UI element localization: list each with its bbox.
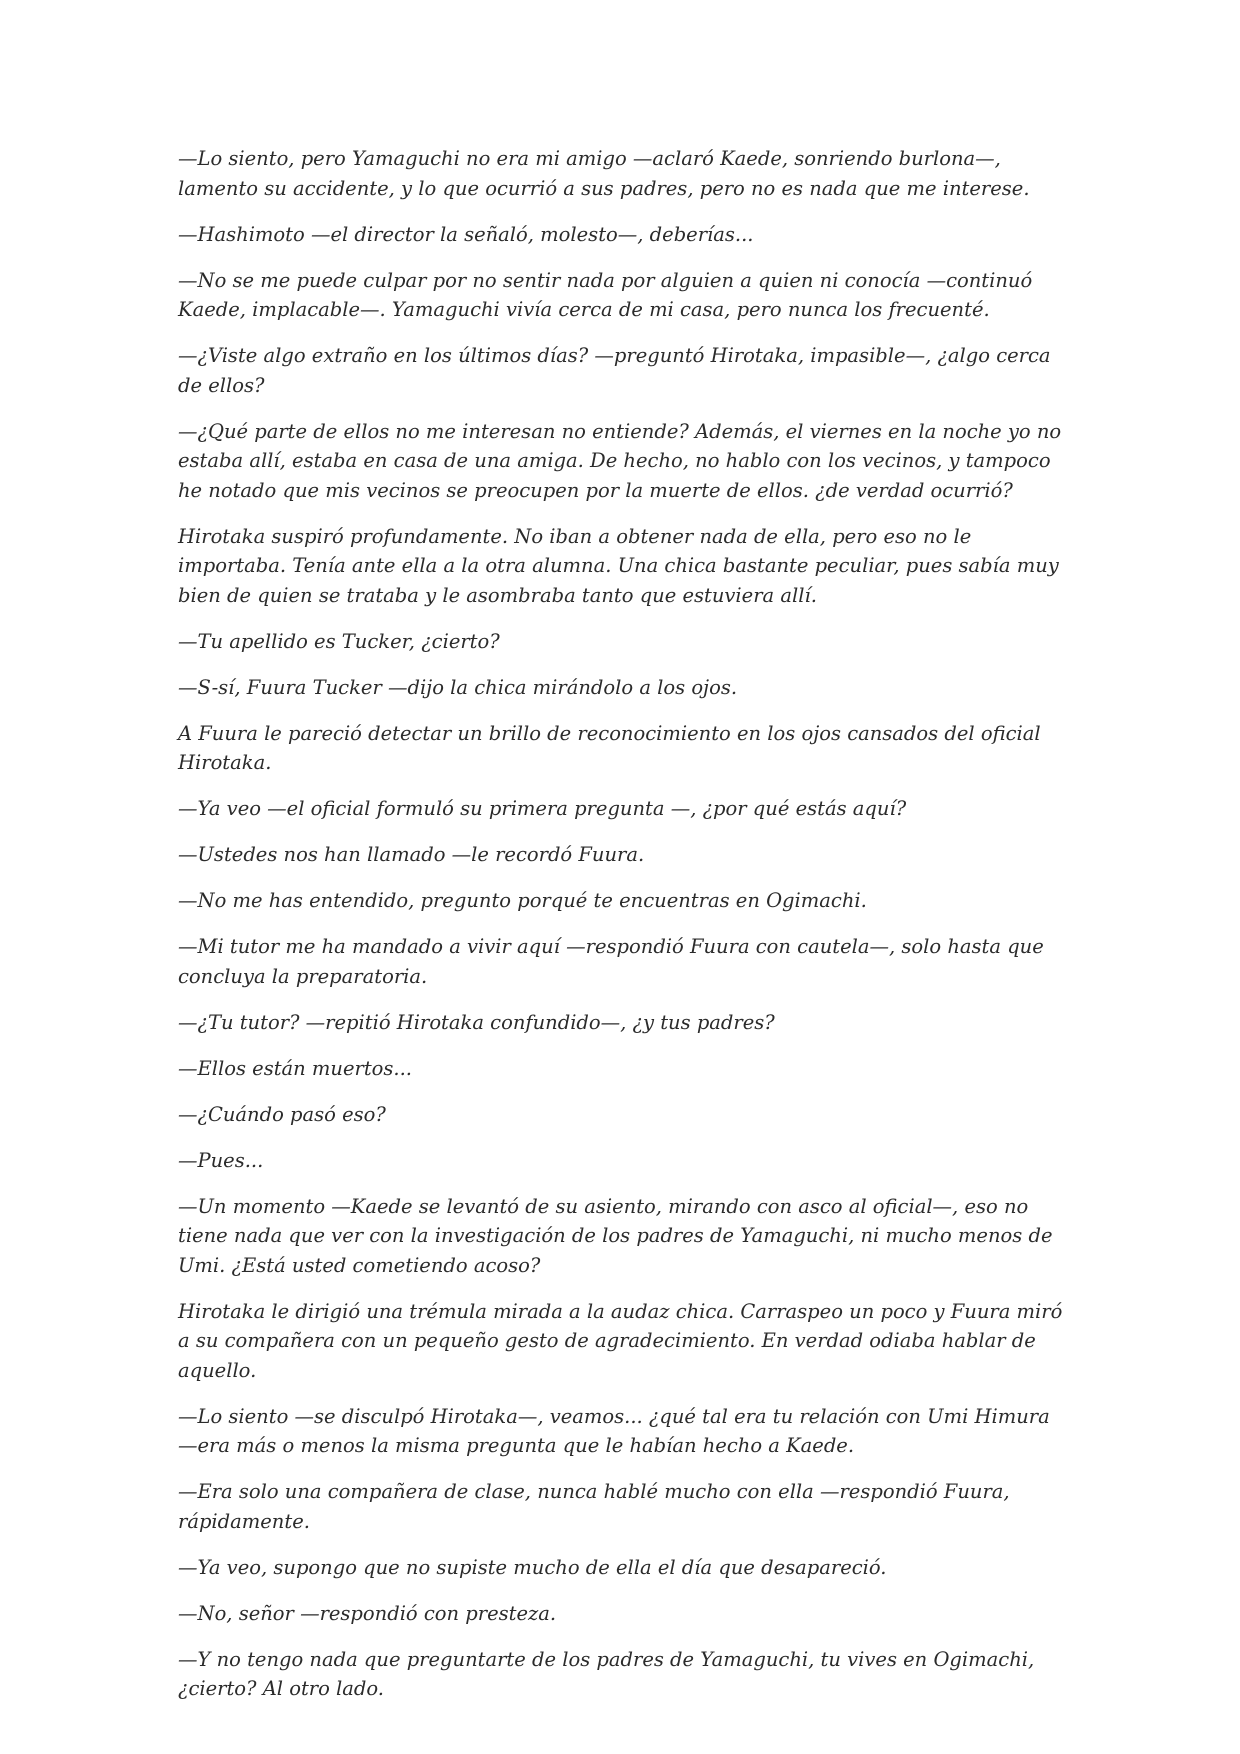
paragraph: —No se me puede culpar por no sentir nada por alguien a quien ni conocía —continuó Kaede, implacable—. Yamaguchi vivía cerca de mi casa, pero nunca los frecuenté. [178,268,1033,321]
paragraph: —Era solo una compañera de clase, nunca hablé mucho con ella —respondió Fuura, rápidamente. [178,1480,1010,1533]
paragraph: —¿Tu tutor? —repitió Hirotaka confundido—, ¿y tus padres? [178,1010,775,1034]
paragraph: —Lo siento, pero Yamaguchi no era mi amigo —aclaró Kaede, sonriendo burlona—, lamento su accidente, y lo que ocurrió a sus padres, pero no es nada que me interese. [178,147,1030,200]
paragraph: —S-sí, Fuura Tucker —dijo la chica mirándolo a los ojos. [178,675,738,699]
paragraph: —Un momento —Kaede se levantó de su asiento, mirando con asco al oficial—, eso no tiene nada que ver con la investigación de los padres de Yamaguchi, ni mucho menos de Umi. ¿Está usted cometiendo acoso? [178,1194,1053,1277]
document-body [178,144,1068,1720]
paragraph: —Ya veo —el oficial formuló su primera pregunta —, ¿por qué estás aquí? [178,797,907,820]
paragraph: —¿Qué parte de ellos no me interesan no entiende? Además, el viernes en la noche yo no estaba allí, estaba en casa de una amiga. De hecho, no hablo con los vecinos, y tampoco he notado que mis vecinos se preocupen por la muerte de ellos. ¿de verdad ocurrió? [178,419,1062,502]
paragraph: —Pues... [178,1148,264,1172]
paragraph: —¿Viste algo extraño en los últimos días? —preguntó Hirotaka, impasible—, ¿algo cerca de ellos? [178,344,1051,397]
paragraph: —Mi tutor me ha mandado a vivir aquí —respondió Fuura con cautela—, solo hasta que concluya la preparatoria. [178,935,1044,988]
paragraph: —Y no tengo nada que preguntarte de los padres de Yamaguchi, tu vives en Ogimachi, ¿cierto? Al otro lado. [178,1647,1035,1700]
paragraph: —¿Cuándo pasó eso? [178,1102,386,1126]
paragraph: —No, señor —respondió con presteza. [178,1601,557,1625]
paragraph: —Ustedes nos han llamado —le recordó Fuura. [178,843,645,866]
paragraph: Hirotaka le dirigió una trémula mirada a la audaz chica. Carraspeo un poco y Fuura miró a su compañera con un pequeño gesto de agradecimiento. En verdad odiaba hablar de aquello. [178,1299,1063,1382]
paragraph: —Tu apellido es Tucker, ¿cierto? [178,629,500,653]
paragraph: —Lo siento —se disculpó Hirotaka—, veamos... ¿qué tal era tu relación con Umi Himura —era más o menos la misma pregunta que le habían hecho a Kaede. [178,1404,1050,1457]
paragraph: —Ellos están muertos... [178,1056,413,1080]
paragraph: A Fuura le pareció detectar un brillo de reconocimiento en los ojos cansados del oficial Hirotaka. [178,721,1041,774]
paragraph: —No me has entendido, pregunto porqué te encuentras en Ogimachi. [178,889,867,912]
paragraph: Hirotaka suspiró profundamente. No iban a obtener nada de ella, pero eso no le importaba. Tenía ante ella a la otra alumna. Una chica bastante peculiar, pues sabía muy bien de quien se trataba y le asombraba tanto que estuviera allí. [178,524,1059,607]
paragraph: —Ya veo, supongo que no supiste mucho de ella el día que desapareció. [178,1555,887,1579]
paragraph: —Hashimoto —el director la señaló, molesto—, deberías... [178,222,754,246]
